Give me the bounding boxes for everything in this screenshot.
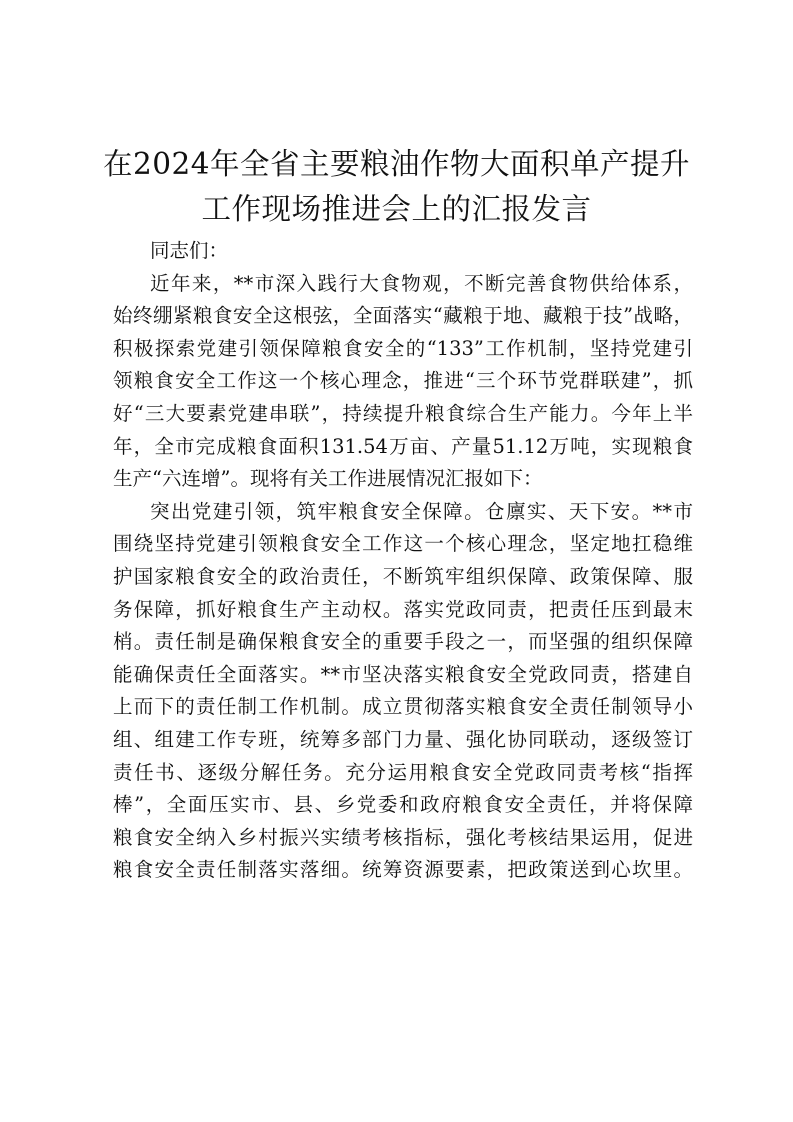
text-line: 粮食安全纳入乡村振兴实绩考核指标，强化考核结果运用，促进 bbox=[113, 825, 693, 849]
text-line: 能确保责任全面落实。**市坚决落实粮食安全党政同责，搭建自 bbox=[113, 662, 693, 686]
document-title bbox=[100, 142, 693, 232]
text-line: 上而下的责任制工作机制。成立贯彻落实粮食安全责任制领导小 bbox=[113, 695, 693, 719]
text-line: 围绕坚持党建引领粮食安全工作这一个核心理念，坚定地扛稳维 bbox=[113, 532, 693, 556]
salutation: 同志们： bbox=[150, 239, 229, 262]
text-line: 护国家粮食安全的政治责任，不断筑牢组织保障、政策保障、服 bbox=[113, 564, 693, 588]
text-line: 突出党建引领，筑牢粮食安全保障。仓廪实、天下安。**市 bbox=[150, 499, 693, 523]
text-line: 积极探索党建引领保障粮食安全的“133”工作机制，坚持党建引 bbox=[113, 336, 693, 360]
text-line: 好“三大要素党建串联”，持续提升粮食综合生产能力。今年上半 bbox=[113, 401, 693, 425]
text-line: 粮食安全责任制落实落细。统筹资源要素，把政策送到心坎里。 bbox=[113, 858, 693, 882]
text-line: 领粮食安全工作这一个核心理念，推进“三个环节党群联建”，抓 bbox=[113, 369, 693, 393]
text-line: 责任书、逐级分解任务。充分运用粮食安全党政同责考核“指挥 bbox=[113, 760, 693, 784]
text-line: 始终绷紧粮食安全这根弦，全面落实“藏粮于地、藏粮于技”战略， bbox=[113, 304, 693, 328]
title-line: 工作现场推进会上的汇报发言 bbox=[201, 192, 592, 226]
title-line: 在2024年全省主要粮油作物大面积单产提升 bbox=[102, 147, 691, 181]
paragraph-leadership bbox=[113, 496, 693, 887]
text-line: 务保障，抓好粮食生产主动权。落实党政同责，把责任压到最末 bbox=[113, 597, 693, 621]
paragraph-intro bbox=[113, 268, 693, 496]
text-line: 近年来，**市深入践行大食物观，不断完善食物供给体系， bbox=[150, 271, 693, 295]
document-body bbox=[113, 235, 693, 887]
text-line: 梢。责任制是确保粮食安全的重要手段之一，而坚强的组织保障 bbox=[113, 630, 693, 654]
text-line: 组、组建工作专班，统筹多部门力量、强化协同联动，逐级签订 bbox=[113, 727, 693, 751]
text-line: 年，全市完成粮食面积131.54万亩、产量51.12万吨，实现粮食 bbox=[113, 434, 693, 458]
text-line: 棒”，全面压实市、县、乡党委和政府粮食安全责任，并将保障 bbox=[113, 793, 693, 817]
text-line: 生产“六连增”。现将有关工作进展情况汇报如下： bbox=[113, 467, 543, 491]
